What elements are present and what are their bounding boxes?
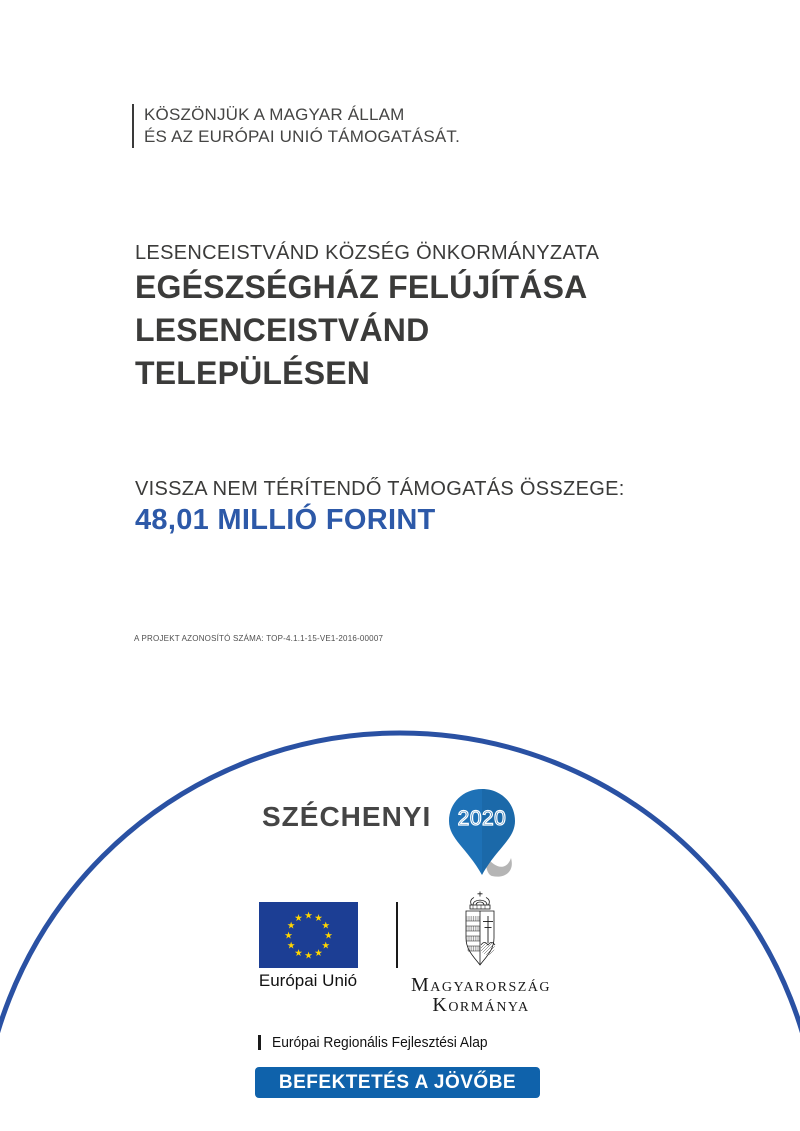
project-title-line2: LESENCEISTVÁND (135, 312, 430, 348)
eu-star: ★ (321, 940, 331, 952)
fund-divider-bar (258, 1035, 261, 1050)
eu-star: ★ (321, 920, 331, 932)
eu-star: ★ (294, 947, 303, 959)
beneficiary-name: LESENCEISTVÁND KÖZSÉG ÖNKORMÁNYZATA (135, 242, 600, 264)
project-id: A PROJEKT AZONOSÍTÓ SZÁMA: TOP-4.1.1-15-VE1-2016-00007 (134, 634, 384, 643)
fund-line (258, 1034, 506, 1051)
eu-star: ★ (286, 920, 296, 932)
logo-divider (396, 902, 398, 968)
eu-star: ★ (304, 910, 313, 922)
eu-star: ★ (314, 947, 323, 959)
investment-banner-label: BEFEKTETÉS A JÖVŐBE (278, 1071, 517, 1093)
acknowledgement-line1: KÖSZÖNJÜK A MAGYAR ÁLLAM (144, 105, 405, 124)
eu-star: ★ (314, 913, 323, 925)
eu-flag-label: Európai Unió (258, 971, 358, 990)
project-title-line1: EGÉSZSÉGHÁZ FELÚJÍTÁSA (135, 269, 588, 305)
government-line1: Magyarország (410, 974, 552, 996)
eu-star: ★ (324, 930, 333, 942)
eu-star: ★ (286, 940, 296, 952)
eu-flag-icon (259, 902, 358, 968)
project-title (135, 266, 587, 395)
government-line2: Kormánya (432, 994, 530, 1016)
acknowledgement-block (132, 104, 460, 148)
szechenyi-logo-text: SZÉCHENYI (262, 801, 432, 832)
hungary-coat-of-arms-icon (460, 891, 500, 967)
grant-label: VISSZA NEM TÉRÍTENDŐ TÁMOGATÁS ÖSSZEGE: (135, 478, 625, 500)
government-label (381, 975, 581, 1015)
eu-star: ★ (284, 930, 293, 942)
eu-star: ★ (294, 913, 303, 925)
location-pin-icon (446, 786, 518, 878)
grant-amount: 48,01 MILLIÓ FORINT (135, 504, 436, 536)
investment-banner (255, 1067, 540, 1098)
fund-label: Európai Regionális Fejlesztési Alap (271, 1034, 488, 1051)
szechenyi-year-text: 2020 (457, 807, 507, 830)
eu-star: ★ (304, 950, 313, 962)
acknowledgement-line2: ÉS AZ EURÓPAI UNIÓ TÁMOGATÁSÁT. (144, 127, 461, 146)
project-title-line3: TELEPÜLÉSEN (135, 355, 371, 391)
